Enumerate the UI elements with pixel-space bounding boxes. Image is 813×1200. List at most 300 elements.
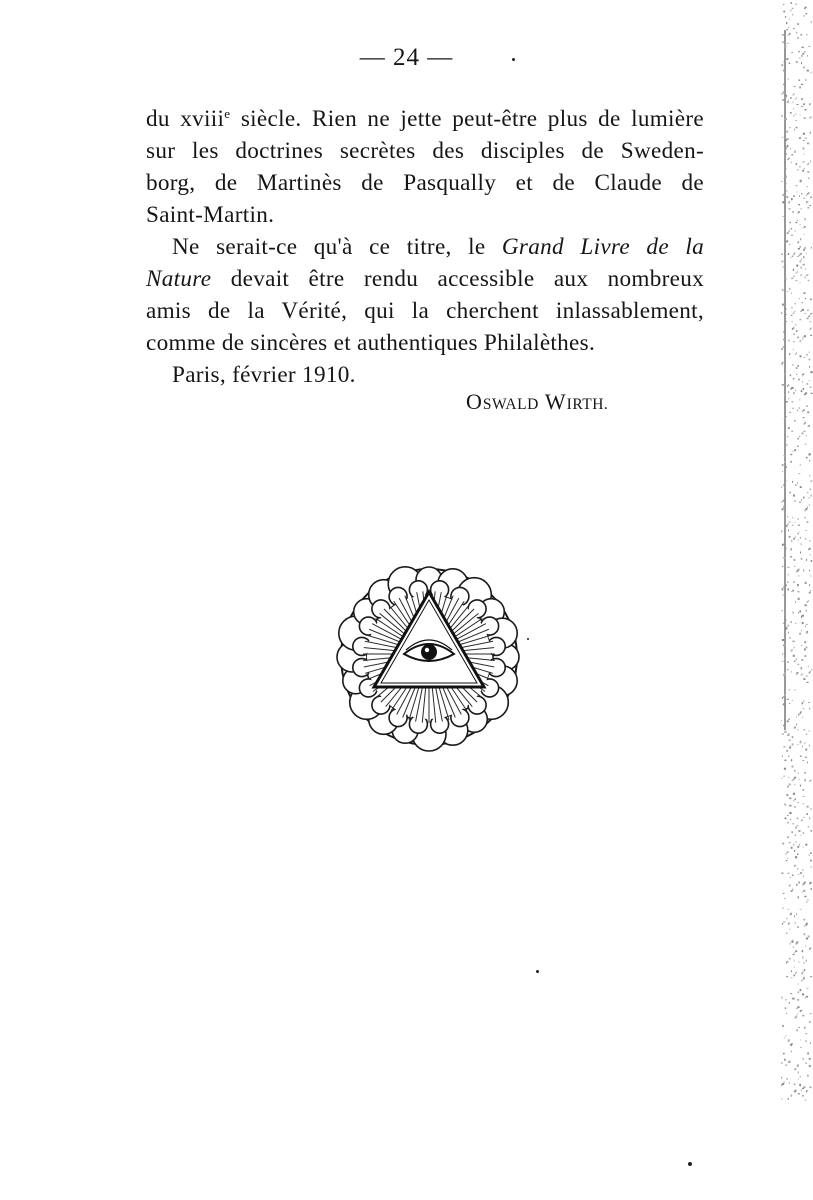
book-title-part-1: Grand Livre de la (501, 234, 705, 260)
paper-speck (796, 61, 797, 62)
paper-speck (787, 436, 788, 437)
paper-speck (803, 497, 804, 499)
paper-speck (788, 574, 789, 576)
paper-speck (796, 185, 798, 186)
paper-speck (793, 101, 794, 103)
paper-speck (803, 140, 805, 141)
paper-speck (804, 234, 805, 235)
paper-speck (809, 540, 810, 542)
paper-speck (799, 779, 800, 780)
paper-speck (795, 798, 796, 800)
paper-speck (801, 267, 802, 269)
paper-speck (803, 847, 804, 848)
paper-speck (796, 571, 798, 573)
paper-speck (782, 653, 783, 654)
paper-speck (797, 482, 798, 484)
paper-speck (782, 610, 783, 611)
paper-speck (810, 1042, 811, 1044)
paper-speck (793, 28, 795, 29)
paper-speck (808, 315, 810, 317)
paper-speck (795, 1016, 797, 1017)
paper-speck (799, 166, 801, 167)
paper-speck (788, 78, 789, 80)
paper-speck (801, 499, 802, 501)
paper-speck (783, 347, 785, 348)
paper-speck (806, 938, 808, 940)
paper-speck (799, 436, 800, 438)
paper-speck (792, 328, 794, 330)
paper-speck (804, 743, 805, 744)
paper-speck (784, 804, 786, 806)
paper-speck (803, 817, 804, 818)
dateline: Paris, février 1910. (172, 362, 356, 388)
paper-speck (793, 108, 794, 109)
paper-speck (808, 666, 809, 667)
paper-speck (792, 481, 793, 483)
paper-speck (782, 464, 784, 466)
paper-speck (782, 734, 783, 735)
paper-speck (799, 844, 800, 845)
paper-speck (791, 890, 793, 891)
paper-speck (805, 924, 807, 926)
paper-speck (802, 746, 803, 748)
paper-speck (798, 569, 800, 571)
paper-speck (789, 1002, 790, 1004)
paper-speck (787, 145, 788, 147)
paper-speck (796, 265, 798, 267)
paper-speck (802, 869, 803, 871)
paper-speck (794, 770, 796, 772)
paper-speck (806, 632, 808, 634)
paper-speck (789, 842, 791, 843)
paper-speck (804, 896, 806, 897)
paper-speck (783, 696, 784, 698)
paper-speck (791, 1051, 792, 1053)
paper-speck (790, 97, 791, 99)
paper-speck (782, 843, 784, 845)
paper-speck (791, 52, 792, 54)
paper-speck (803, 15, 805, 16)
paper-speck (800, 989, 802, 991)
paper-speck (810, 590, 811, 591)
paper-speck (811, 866, 812, 868)
paper-speck (807, 1052, 809, 1054)
paper-speck (789, 922, 790, 923)
paper-speck (802, 432, 803, 434)
paper-speck (810, 976, 812, 977)
paper-speck (798, 1093, 800, 1094)
paper-speck (796, 884, 798, 886)
paper-speck (781, 720, 782, 721)
paper-speck (795, 325, 797, 326)
paper-speck (785, 999, 787, 1000)
paper-speck (785, 395, 786, 396)
paper-speck (809, 475, 810, 477)
paper-speck (781, 997, 782, 999)
paper-speck (794, 916, 795, 918)
paper-speck (801, 55, 803, 57)
paper-speck (801, 630, 802, 631)
paper-speck (794, 311, 795, 312)
paper-speck (781, 501, 783, 502)
paper-speck (800, 1040, 801, 1041)
paper-speck (793, 349, 794, 350)
paper-speck (794, 1068, 796, 1070)
paper-speck (807, 310, 809, 311)
paper-speck (788, 689, 790, 690)
paper-speck (786, 1078, 787, 1080)
paper-speck (796, 374, 797, 375)
paper-speck (805, 1033, 807, 1034)
paper-speck (799, 407, 800, 409)
paper-speck (787, 661, 788, 663)
paper-speck (791, 387, 793, 389)
paper-speck (795, 280, 797, 281)
paper-speck (791, 847, 793, 849)
paper-speck (809, 1065, 811, 1067)
paper-speck (800, 319, 802, 321)
paper-speck (791, 540, 792, 542)
paper-speck (805, 298, 806, 299)
paper-speck (781, 1084, 782, 1086)
paper-speck (798, 204, 800, 205)
paper-speck (788, 632, 789, 634)
paper-speck (806, 901, 807, 903)
paper-speck (782, 34, 784, 35)
paper-speck (797, 104, 799, 105)
paper-speck (807, 602, 808, 603)
paper-speck (807, 988, 809, 989)
paper-speck (788, 201, 790, 203)
paper-speck (791, 278, 793, 279)
paper-speck (789, 208, 791, 209)
paper-speck (795, 536, 796, 538)
paper-speck (809, 570, 810, 572)
paper-speck (801, 820, 803, 821)
signature-initial-o: O (466, 389, 483, 414)
paper-speck (798, 540, 799, 541)
paper-speck (806, 354, 807, 356)
paper-speck (793, 313, 795, 314)
paper-speck (789, 747, 791, 749)
paper-speck (782, 201, 784, 203)
paper-speck (791, 941, 793, 943)
paper-speck (803, 978, 805, 980)
paper-speck (789, 805, 791, 807)
paper-speck (786, 416, 787, 417)
paper-speck (801, 106, 803, 108)
paper-speck (809, 117, 810, 118)
paper-speck (797, 854, 798, 856)
paper-speck (804, 641, 806, 643)
paper-speck (809, 708, 810, 710)
paper-speck (810, 576, 811, 577)
paper-speck (809, 584, 810, 586)
paper-speck (800, 180, 802, 182)
paper-speck (784, 316, 786, 317)
paper-speck (809, 1058, 811, 1060)
paper-speck (809, 104, 811, 106)
paper-speck (782, 99, 783, 101)
paper-speck (789, 740, 790, 741)
paper-speck (794, 581, 795, 583)
paper-speck (783, 331, 785, 333)
paper-speck (801, 62, 802, 64)
paper-speck (796, 352, 797, 354)
paper-speck (781, 1077, 782, 1079)
paper-speck (793, 115, 794, 116)
paper-speck (782, 566, 783, 567)
paper-speck (785, 1065, 787, 1066)
paper-speck (794, 967, 795, 968)
paper-speck (793, 86, 795, 87)
paper-speck (797, 220, 798, 221)
paragraph-1-line-2: sur les doctrines secrètes des disciples de Sweden- (146, 138, 704, 164)
paper-speck (796, 32, 797, 34)
paper-speck (787, 43, 789, 44)
paper-speck (785, 45, 787, 47)
paper-speck (800, 551, 801, 553)
paper-speck (782, 115, 783, 117)
paper-speck (806, 624, 807, 625)
paper-speck (810, 329, 812, 330)
paper-speck (800, 238, 801, 240)
paper-speck (801, 193, 802, 195)
paper-speck (791, 891, 793, 892)
paper-speck (810, 197, 812, 198)
paper-speck (783, 267, 785, 268)
paper-speck (802, 1088, 804, 1089)
paper-speck (804, 154, 805, 155)
paper-speck (806, 813, 808, 815)
paper-speck (800, 224, 801, 225)
paper-speck (792, 947, 794, 948)
paper-speck (791, 154, 793, 156)
paper-speck (801, 616, 802, 618)
paper-speck (800, 785, 801, 787)
paper-speck (787, 852, 789, 853)
paper-speck (803, 374, 805, 376)
paper-speck (800, 261, 802, 263)
paper-speck (803, 147, 805, 149)
paper-speck (805, 138, 807, 139)
paper-speck (785, 242, 786, 244)
paper-speck (804, 51, 805, 52)
paper-speck (796, 127, 798, 129)
paper-speck (790, 9, 791, 11)
paper-speck (785, 279, 787, 281)
paper-speck (807, 142, 809, 144)
paper-speck (791, 759, 792, 761)
paper-speck (795, 835, 796, 837)
paper-speck (789, 19, 790, 20)
paper-speck (784, 461, 786, 463)
paper-speck (799, 1084, 801, 1086)
paper-speck (792, 408, 794, 409)
paper-speck (800, 34, 802, 36)
paper-speck (804, 962, 805, 963)
paper-speck (789, 63, 791, 65)
page-number: — 24 — (359, 44, 454, 71)
paper-speck (796, 717, 797, 718)
paper-speck (785, 16, 786, 18)
paper-speck (795, 922, 796, 923)
paper-speck (793, 793, 794, 794)
paper-speck (785, 723, 786, 724)
paper-speck (787, 815, 789, 816)
paper-speck (783, 92, 785, 94)
paper-speck (803, 417, 805, 418)
paper-speck (809, 948, 810, 950)
paper-speck (787, 516, 788, 517)
paper-speck (792, 875, 794, 877)
paper-speck (807, 1075, 809, 1077)
paper-speck (787, 589, 789, 591)
paper-speck (787, 626, 788, 627)
paper-speck (786, 466, 787, 468)
paper-speck (800, 667, 802, 669)
paper-speck (791, 649, 793, 650)
paper-speck (784, 898, 785, 899)
paper-speck (809, 592, 811, 594)
paper-speck (793, 392, 795, 394)
paper-speck (803, 132, 804, 133)
paper-speck (806, 749, 808, 750)
paper-speck (786, 29, 788, 30)
paper-speck (781, 64, 783, 66)
paper-speck (782, 500, 784, 502)
paper-speck (800, 137, 801, 138)
paper-speck (800, 1076, 801, 1077)
paper-speck (802, 615, 804, 617)
paper-speck (791, 970, 792, 972)
paper-speck (786, 22, 787, 24)
paper-speck (796, 950, 797, 951)
paper-speck (803, 336, 804, 337)
paper-speck (782, 508, 784, 510)
paper-speck (797, 664, 799, 665)
paper-speck (805, 604, 806, 606)
paper-speck (781, 181, 783, 182)
paper-speck (786, 933, 787, 934)
paper-speck (785, 190, 787, 191)
paper-speck (793, 844, 794, 846)
paper-speck (802, 381, 803, 382)
paper-speck (803, 198, 805, 199)
paper-speck (810, 160, 811, 162)
paper-speck (787, 582, 788, 583)
paper-speck (786, 196, 788, 198)
paper-speck (782, 261, 784, 263)
paper-speck (793, 196, 795, 197)
paper-speck (803, 228, 804, 229)
paper-speck (795, 601, 796, 603)
paper-speck (789, 885, 790, 886)
paper-speck (799, 531, 800, 532)
paper-speck (805, 218, 806, 220)
paper-speck (784, 374, 786, 375)
paper-speck (804, 109, 806, 110)
paper-speck (810, 809, 812, 810)
paper-speck (806, 13, 808, 14)
paper-speck (787, 961, 789, 962)
paper-speck (797, 730, 798, 731)
paper-speck (805, 444, 807, 445)
paper-speck (801, 558, 803, 560)
paper-speck (786, 176, 787, 177)
paper-speck (807, 70, 809, 72)
paper-speck (786, 95, 787, 97)
paper-speck (806, 435, 807, 436)
paragraph-2-line-4: comme de sincères et authentiques Philalèthes. (146, 330, 596, 356)
paper-speck (792, 95, 794, 96)
paper-speck (781, 530, 782, 532)
paper-speck (799, 80, 801, 81)
paper-speck (791, 293, 792, 294)
paper-speck (803, 803, 805, 804)
paper-speck (802, 702, 803, 704)
paper-speck (800, 340, 802, 341)
paper-speck (808, 936, 810, 938)
paper-speck (806, 457, 808, 459)
paper-speck (785, 118, 787, 120)
paper-speck (791, 315, 793, 316)
paper-speck (802, 1095, 804, 1096)
paper-speck (786, 860, 787, 861)
paper-speck (803, 708, 805, 709)
paper-speck (802, 309, 804, 311)
paper-speck (804, 423, 805, 425)
paper-speck (793, 939, 794, 940)
paper-speck (788, 530, 789, 532)
paper-speck (792, 321, 793, 322)
paper-speck (790, 148, 791, 149)
paper-speck (792, 736, 794, 738)
paper-speck (790, 454, 792, 455)
paper-speck (811, 298, 812, 300)
paper-speck (809, 497, 810, 498)
paper-speck (801, 980, 802, 982)
paper-speck (805, 772, 806, 774)
paper-speck (800, 909, 802, 910)
paper-speck (808, 702, 810, 703)
paper-speck (781, 312, 782, 314)
paper-speck (796, 163, 797, 164)
paper-speck (796, 972, 797, 974)
paper-speck (797, 846, 799, 848)
century-text: du xviii (146, 106, 225, 132)
paper-speck (804, 168, 805, 169)
paper-speck (802, 819, 803, 820)
paper-speck (796, 825, 798, 826)
paper-speck (791, 621, 792, 623)
paper-speck (799, 246, 801, 247)
paper-speck (794, 660, 795, 662)
paper-speck (783, 921, 785, 922)
paper-speck (799, 502, 801, 503)
paper-speck (791, 831, 793, 832)
paper-speck (786, 240, 788, 242)
paper-speck (783, 1081, 784, 1082)
paper-speck (797, 927, 799, 928)
paper-speck (785, 475, 786, 477)
paper-speck (789, 1082, 790, 1084)
paper-speck (798, 51, 799, 52)
paper-speck (809, 359, 810, 361)
paper-speck (782, 697, 783, 699)
paper-speck (808, 163, 809, 165)
paper-speck (783, 725, 784, 727)
